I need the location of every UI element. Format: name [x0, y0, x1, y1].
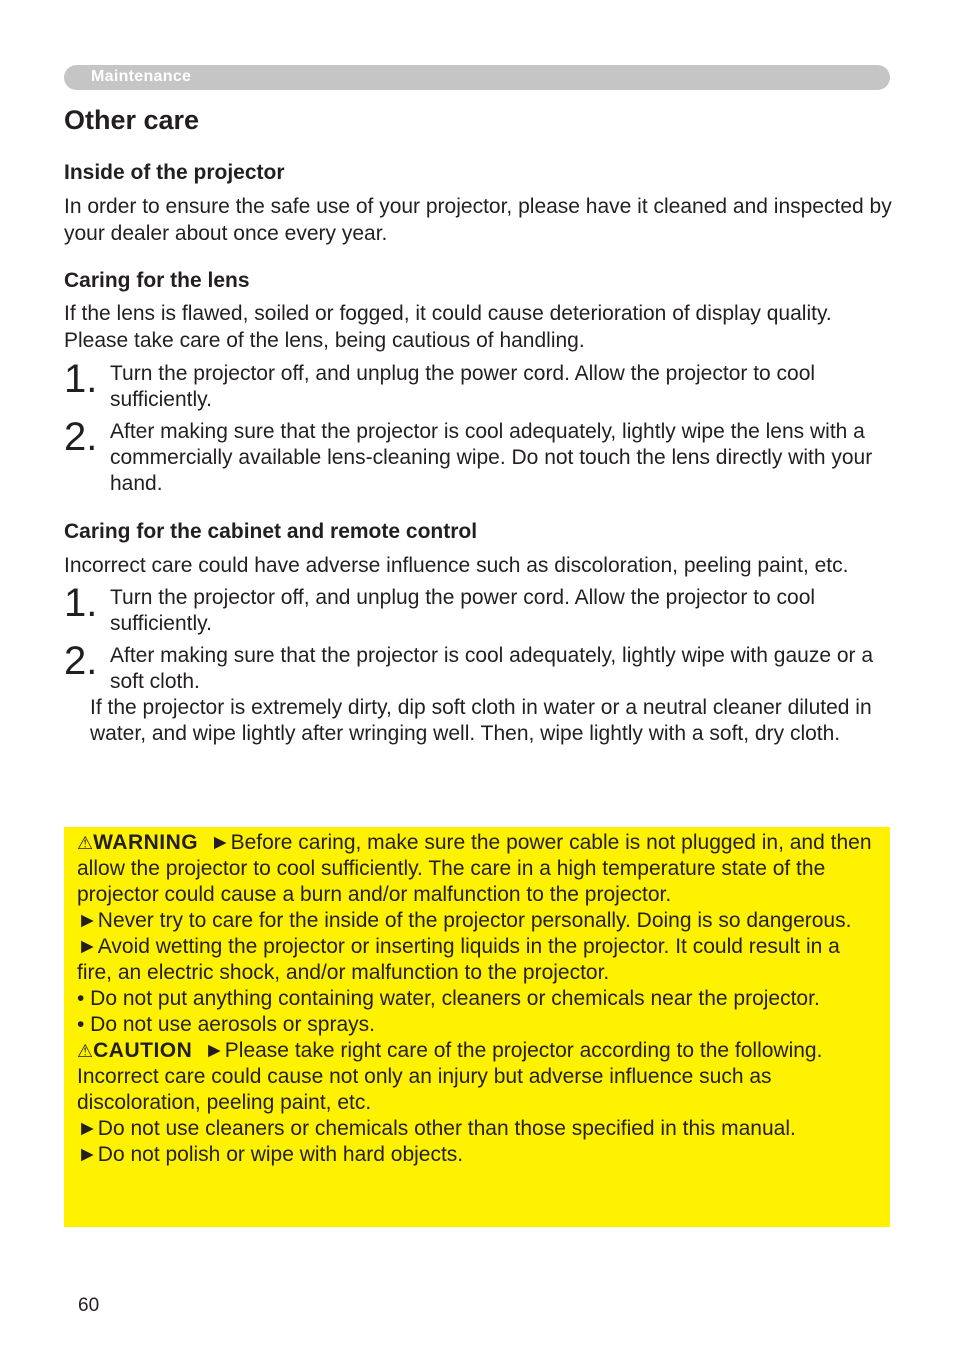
step-number: 2.: [64, 639, 98, 683]
warning-line-1: ►Before caring, make sure the power cable is not plugged in, and then allow the projector to cool sufficiently. The care in a high temperature state of the projector could cause a burn and/or malfunction to the projector.: [77, 831, 872, 906]
step-text: After making sure that the projector is cool adequately, lightly wipe with gauze or a soft cloth.: [110, 644, 874, 693]
cabinet-text: Incorrect care could have adverse influence such as discoloration, peeling paint, etc.: [64, 554, 849, 577]
warning-line-5: • Do not use aerosols or sprays.: [77, 1013, 375, 1036]
cabinet-step-2-continued: [64, 695, 894, 747]
inside-heading: Inside of the projector: [64, 161, 285, 184]
step-text: After making sure that the projector is cool adequately, lightly wipe the lens with a commercially available lens-cleaning wipe. Do not touch the lens directly with your hand.: [110, 420, 873, 495]
warning-line-2: ►Never try to care for the inside of the projector personally. Doing is so dangerous.: [77, 909, 852, 932]
lens-step-1: [64, 357, 894, 413]
cabinet-step-1: [64, 581, 894, 637]
step-continuation-text: If the projector is extremely dirty, dip soft cloth in water or a neutral cleaner diluted in water, and wipe lightly after wringing well. Then, wipe lightly with a soft, dry cloth.: [90, 696, 872, 745]
warning-label: WARNING: [93, 831, 199, 854]
caution-paragraph: [77, 1038, 878, 1116]
page-title: Other care: [64, 105, 200, 135]
lens-heading: Caring for the lens: [64, 269, 250, 292]
caution-label: CAUTION: [93, 1039, 193, 1062]
caution-line-3: ►Do not polish or wipe with hard objects.: [77, 1143, 464, 1166]
section-header-bar: [64, 65, 890, 90]
lens-step-2: [64, 415, 894, 497]
step-text: Turn the projector off, and unplug the power cord. Allow the projector to cool sufficiently.: [110, 362, 816, 411]
cabinet-step-2: [64, 639, 894, 695]
section-label: Maintenance: [91, 68, 192, 85]
inside-text: In order to ensure the safe use of your projector, please have it cleaned and inspected by your dealer about once every year.: [64, 195, 892, 245]
step-number: 1.: [64, 581, 98, 625]
warning-line-3: ►Avoid wetting the projector or inserting liquids in the projector. It could result in a fire, an electric shock, and/or malfunction to the projector.: [77, 935, 840, 984]
step-text: Turn the projector off, and unplug the power cord. Allow the projector to cool sufficiently.: [110, 586, 816, 635]
step-number: 1.: [64, 357, 98, 401]
caution-line-1: ►Please take right care of the projector according to the following. Incorrect care could cause not only an injury but adverse influence such as discoloration, peeling paint, etc.: [77, 1039, 823, 1114]
caution-triangle-icon: ⚠: [77, 1041, 94, 1061]
warning-triangle-icon: ⚠: [77, 833, 94, 853]
lens-text: If the lens is flawed, soiled or fogged, it could cause deterioration of display quality. Please take care of the lens, being cautious of handling.: [64, 302, 832, 352]
warning-box: [64, 827, 890, 1227]
page-number: 60: [78, 1295, 100, 1316]
main-content: [64, 158, 894, 747]
cabinet-heading: Caring for the cabinet and remote control: [64, 520, 478, 543]
step-number: 2.: [64, 415, 98, 459]
warning-line-4: • Do not put anything containing water, cleaners or chemicals near the projector.: [77, 987, 820, 1010]
caution-line-2: ►Do not use cleaners or chemicals other than those specified in this manual.: [77, 1117, 796, 1140]
warning-paragraph: [77, 830, 878, 908]
